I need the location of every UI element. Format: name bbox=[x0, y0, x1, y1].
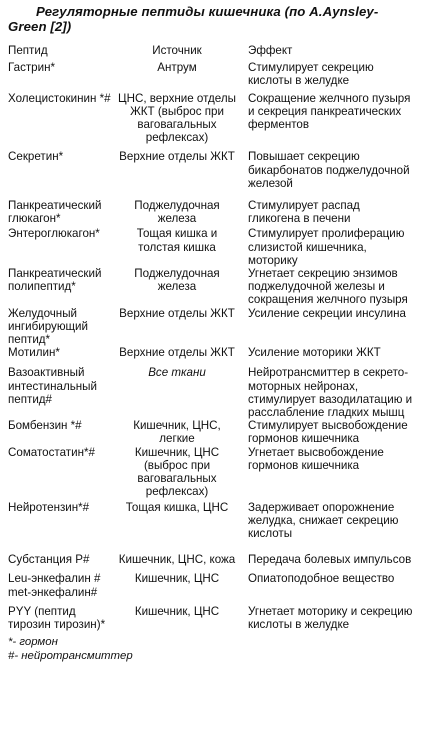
footnote-hormone: *- гормон bbox=[8, 636, 58, 649]
source-cell: Верхние отделы ЖКТ bbox=[119, 306, 235, 320]
table-row bbox=[8, 61, 415, 91]
peptide-cell: Вазоактивный интестинальный пептид# bbox=[8, 366, 97, 406]
table-row bbox=[8, 419, 415, 445]
effect-cell: Стимулирует секрецию кислоты в желудке bbox=[248, 61, 374, 88]
peptide-cell: Секретин* bbox=[8, 150, 64, 164]
source-cell: Кишечник, ЦНС (выброс при ваговагальных рефлексах) bbox=[134, 445, 220, 499]
peptide-cell: Гастрин* bbox=[8, 61, 56, 75]
table-row bbox=[8, 227, 415, 267]
table-row bbox=[8, 92, 415, 151]
peptide-cell: Субстанция Р# bbox=[8, 553, 90, 567]
effect-cell: Усиление моторики ЖКТ bbox=[248, 346, 381, 360]
source-cell: Антрум bbox=[157, 61, 197, 75]
table-row bbox=[8, 605, 415, 631]
source-cell: Все ткани bbox=[148, 366, 206, 380]
table-body bbox=[8, 61, 415, 631]
peptide-cell: Мотилин* bbox=[8, 346, 60, 360]
effect-cell: Повышает секрецию бикарбонатов поджелудочной железой bbox=[248, 150, 410, 190]
source-cell: Кишечник, ЦНС bbox=[134, 572, 220, 586]
effect-cell: Сокращение желчного пузыря и секреция панкреатических ферментов bbox=[248, 91, 411, 132]
peptides-table bbox=[8, 44, 415, 631]
source-cell: Верхние отделы ЖКТ bbox=[119, 150, 235, 164]
effect-cell: Передача болевых импульсов bbox=[248, 553, 412, 567]
peptide-cell: Холецистокинин *# bbox=[8, 91, 111, 105]
table-row bbox=[8, 572, 415, 604]
source-cell: Кишечник, ЦНС bbox=[134, 604, 220, 618]
table-row bbox=[8, 446, 415, 501]
effect-cell: Усиление секреции инсулина bbox=[248, 306, 406, 320]
effect-cell: Опиатоподобное вещество bbox=[248, 572, 395, 586]
table-header-row bbox=[8, 44, 415, 61]
peptide-cell: Нейротензин*# bbox=[8, 500, 90, 514]
effect-cell: Задерживает опорожнение желудка, снижает секрецию кислоты bbox=[248, 500, 399, 540]
peptide-cell: Энтероглюкагон* bbox=[8, 227, 100, 241]
footnote-neurotransmitter: #- нейротрансмиттер bbox=[8, 650, 133, 663]
table-row bbox=[8, 267, 415, 307]
table-row bbox=[8, 501, 415, 554]
header-peptide: Пептид bbox=[8, 44, 48, 57]
effect-cell: Стимулирует распад гликогена в печени bbox=[248, 199, 360, 226]
source-cell: Кишечник, ЦНС, кожа bbox=[118, 553, 236, 567]
source-cell: Тощая кишка, ЦНС bbox=[125, 500, 229, 514]
effect-cell: Угнетает моторику и секрецию кислоты в желудке bbox=[248, 604, 413, 631]
effect-cell: Стимулирует пролиферацию слизистой кишечника, моторику bbox=[248, 227, 405, 267]
peptide-cell: Соматостатин*# bbox=[8, 445, 95, 459]
footnotes bbox=[8, 636, 415, 663]
source-cell: Верхние отделы ЖКТ bbox=[119, 346, 235, 360]
table-row bbox=[8, 553, 415, 572]
peptide-cell: Панкреатический глюкагон* bbox=[8, 199, 102, 226]
table-row bbox=[8, 346, 415, 366]
header-source: Источник bbox=[152, 44, 202, 57]
effect-cell: Угнетает секрецию энзимов поджелудочной железы и сокращения желчного пузыря bbox=[248, 267, 408, 307]
source-cell: ЦНС, верхние отделы ЖКТ (выброс при ваговагальных рефлексах) bbox=[118, 91, 236, 145]
source-cell: Поджелудочная железа bbox=[134, 199, 220, 226]
document-title: Регуляторные пептиды кишечника (по A.Aynsley-Green [2]) bbox=[8, 4, 379, 34]
table-row bbox=[8, 366, 415, 419]
source-cell: Тощая кишка и толстая кишка bbox=[136, 227, 218, 254]
effect-cell: Угнетает высвобождение гормонов кишечника bbox=[248, 445, 384, 472]
peptide-cell: Leu-энкефалин # met-энкефалин# bbox=[8, 572, 101, 599]
table-row bbox=[8, 307, 415, 347]
peptide-cell: Панкреатический полипептид* bbox=[8, 267, 102, 294]
source-cell: Поджелудочная железа bbox=[134, 267, 220, 294]
peptide-cell: PYY (пептид тирозин тирозин)* bbox=[8, 604, 106, 631]
source-cell: Кишечник, ЦНС, легкие bbox=[133, 419, 221, 446]
peptide-cell: Бомбензин *# bbox=[8, 419, 82, 433]
effect-cell: Нейротрансмиттер в секрето-моторных нейронах, стимулирует вазодилатацию и расслабление гладких мышц bbox=[248, 366, 413, 420]
peptide-cell: Желудочный ингибирующий пептид* bbox=[8, 306, 89, 347]
table-row bbox=[8, 199, 415, 227]
effect-cell: Стимулирует высвобождение гормонов кишечника bbox=[248, 419, 408, 446]
header-effect: Эффект bbox=[248, 44, 293, 57]
table-row bbox=[8, 150, 415, 199]
